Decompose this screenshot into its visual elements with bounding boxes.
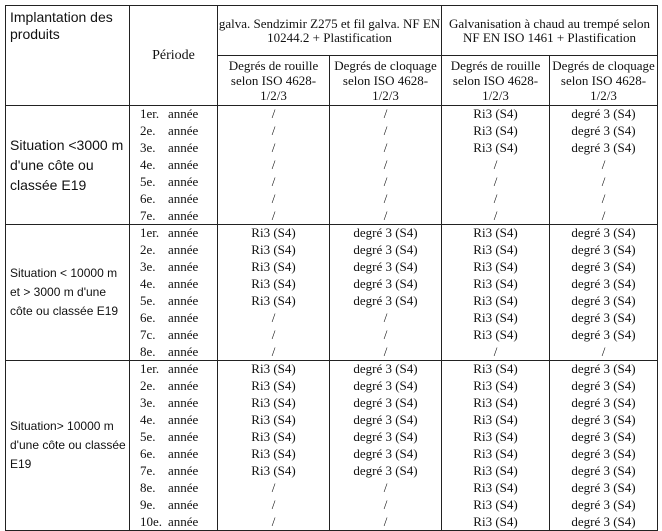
- period-word: année: [168, 174, 199, 189]
- period-cell: [130, 361, 218, 378]
- period-word: année: [168, 259, 199, 274]
- value-cell-b-rouille: /: [442, 191, 550, 208]
- period-cell: [130, 191, 218, 208]
- period-cell: [130, 174, 218, 191]
- value-cell-b-cloquage: degré 3 (S4): [550, 429, 658, 446]
- value-cell-b-cloquage: /: [550, 174, 658, 191]
- value-cell-a-cloquage: degré 3 (S4): [330, 293, 442, 310]
- period-word: année: [168, 123, 199, 138]
- value-cell-b-rouille: Ri3 (S4): [442, 463, 550, 480]
- period-number: 5e.: [140, 174, 156, 189]
- value-cell-a-rouille: Ri3 (S4): [218, 412, 330, 429]
- value-cell-a-cloquage: /: [330, 208, 442, 225]
- value-cell-a-cloquage: degré 3 (S4): [330, 259, 442, 276]
- value-cell-b-rouille: Ri3 (S4): [442, 106, 550, 123]
- value-cell-b-rouille: /: [442, 344, 550, 361]
- value-cell-b-rouille: Ri3 (S4): [442, 242, 550, 259]
- value-cell-b-cloquage: degré 3 (S4): [550, 140, 658, 157]
- period-number: 7c.: [140, 327, 156, 342]
- value-cell-b-rouille: /: [442, 208, 550, 225]
- period-word: année: [168, 463, 199, 478]
- period-word: année: [168, 378, 199, 393]
- period-word: année: [168, 480, 199, 495]
- period-cell: [130, 208, 218, 225]
- period-number: 2e.: [140, 378, 156, 393]
- period-word: année: [168, 157, 199, 172]
- value-cell-a-cloquage: degré 3 (S4): [330, 378, 442, 395]
- b-cloquage-header: Degrés de cloquage selon ISO 4628-1/2/3: [550, 56, 658, 106]
- value-cell-b-cloquage: degré 3 (S4): [550, 123, 658, 140]
- period-number: 3e.: [140, 140, 156, 155]
- period-cell: [130, 497, 218, 514]
- value-cell-a-rouille: Ri3 (S4): [218, 259, 330, 276]
- period-number: 2e.: [140, 123, 156, 138]
- period-cell: [130, 276, 218, 293]
- value-cell-a-rouille: /: [218, 327, 330, 344]
- b-rouille-header: Degrés de rouille selon ISO 4628-1/2/3: [442, 56, 550, 106]
- period-number: 8e.: [140, 343, 156, 359]
- value-cell-b-rouille: Ri3 (S4): [442, 361, 550, 378]
- value-cell-a-rouille: Ri3 (S4): [218, 429, 330, 446]
- period-cell: [130, 242, 218, 259]
- value-cell-a-cloquage: /: [330, 174, 442, 191]
- period-number: 6e.: [140, 446, 156, 461]
- period-cell: [130, 157, 218, 174]
- value-cell-b-rouille: Ri3 (S4): [442, 395, 550, 412]
- value-cell-a-cloquage: degré 3 (S4): [330, 242, 442, 259]
- value-cell-a-cloquage: /: [330, 140, 442, 157]
- period-word: année: [168, 513, 199, 529]
- value-cell-b-rouille: Ri3 (S4): [442, 514, 550, 531]
- situation-label: Situation> 10000 m d'une côte ou classée E19: [6, 361, 130, 531]
- value-cell-b-rouille: Ri3 (S4): [442, 140, 550, 157]
- period-word: année: [168, 106, 199, 122]
- group-b-header: Galvanisation à chaud au trempé selon NF EN ISO 1461 + Plastification: [442, 6, 658, 56]
- period-number: 2e.: [140, 242, 156, 257]
- value-cell-b-cloquage: /: [550, 344, 658, 361]
- value-cell-a-cloquage: /: [330, 497, 442, 514]
- value-cell-b-cloquage: /: [550, 191, 658, 208]
- a-cloquage-header: Degrés de cloquage selon ISO 4628-1/2/3: [330, 56, 442, 106]
- value-cell-b-rouille: Ri3 (S4): [442, 293, 550, 310]
- value-cell-a-cloquage: degré 3 (S4): [330, 225, 442, 242]
- value-cell-a-rouille: /: [218, 310, 330, 327]
- period-word: année: [168, 343, 199, 359]
- value-cell-b-cloquage: degré 3 (S4): [550, 497, 658, 514]
- value-cell-b-cloquage: degré 3 (S4): [550, 412, 658, 429]
- period-number: 6e.: [140, 310, 156, 325]
- table-row: [6, 106, 658, 123]
- period-number: 1er.: [140, 225, 160, 241]
- value-cell-a-rouille: /: [218, 344, 330, 361]
- value-cell-b-cloquage: degré 3 (S4): [550, 361, 658, 378]
- value-cell-b-cloquage: degré 3 (S4): [550, 259, 658, 276]
- value-cell-a-cloquage: /: [330, 191, 442, 208]
- value-cell-b-rouille: Ri3 (S4): [442, 378, 550, 395]
- period-word: année: [168, 497, 199, 512]
- period-word: année: [168, 293, 199, 308]
- period-number: 5e.: [140, 429, 156, 444]
- period-word: année: [168, 327, 199, 342]
- value-cell-a-rouille: Ri3 (S4): [218, 293, 330, 310]
- period-cell: [130, 259, 218, 276]
- periode-header: Période: [130, 6, 218, 106]
- period-word: année: [168, 225, 199, 241]
- value-cell-a-cloquage: /: [330, 514, 442, 531]
- value-cell-a-cloquage: degré 3 (S4): [330, 276, 442, 293]
- value-cell-a-cloquage: /: [330, 327, 442, 344]
- corrosion-table: [5, 5, 658, 531]
- period-cell: [130, 395, 218, 412]
- period-word: année: [168, 429, 199, 444]
- period-number: 4e.: [140, 412, 156, 427]
- period-word: année: [168, 412, 199, 427]
- period-cell: [130, 412, 218, 429]
- value-cell-b-cloquage: /: [550, 157, 658, 174]
- value-cell-b-cloquage: degré 3 (S4): [550, 327, 658, 344]
- value-cell-b-rouille: Ri3 (S4): [442, 412, 550, 429]
- period-number: 7e.: [140, 463, 156, 478]
- value-cell-b-cloquage: degré 3 (S4): [550, 395, 658, 412]
- period-number: 8e.: [140, 480, 156, 495]
- table-row: [6, 361, 658, 378]
- situation-label: Situation <3000 m d'une côte ou classée E19: [6, 106, 130, 225]
- period-cell: [130, 344, 218, 361]
- period-cell: [130, 480, 218, 497]
- header-row-1: [6, 6, 658, 56]
- value-cell-a-cloquage: degré 3 (S4): [330, 463, 442, 480]
- value-cell-a-rouille: /: [218, 106, 330, 123]
- value-cell-b-cloquage: degré 3 (S4): [550, 310, 658, 327]
- value-cell-a-rouille: /: [218, 514, 330, 531]
- period-word: année: [168, 276, 199, 291]
- value-cell-a-cloquage: degré 3 (S4): [330, 429, 442, 446]
- value-cell-b-cloquage: degré 3 (S4): [550, 242, 658, 259]
- value-cell-b-rouille: Ri3 (S4): [442, 446, 550, 463]
- period-cell: [130, 446, 218, 463]
- value-cell-a-cloquage: degré 3 (S4): [330, 446, 442, 463]
- period-cell: [130, 123, 218, 140]
- value-cell-b-cloquage: degré 3 (S4): [550, 225, 658, 242]
- period-word: année: [168, 191, 199, 206]
- value-cell-a-rouille: /: [218, 140, 330, 157]
- group-a-header: galva. Sendzimir Z275 et fil galva. NF EN 10244.2 + Plastification: [218, 6, 442, 56]
- value-cell-b-cloquage: degré 3 (S4): [550, 378, 658, 395]
- period-cell: [130, 378, 218, 395]
- period-cell: [130, 310, 218, 327]
- value-cell-b-rouille: Ri3 (S4): [442, 259, 550, 276]
- value-cell-b-rouille: Ri3 (S4): [442, 497, 550, 514]
- value-cell-b-rouille: /: [442, 157, 550, 174]
- value-cell-a-cloquage: /: [330, 123, 442, 140]
- value-cell-a-rouille: Ri3 (S4): [218, 463, 330, 480]
- period-number: 3e.: [140, 395, 156, 410]
- period-number: 4e.: [140, 157, 156, 172]
- situation-label: Situation < 10000 m et > 3000 m d'une côte ou classée E19: [6, 225, 130, 361]
- value-cell-b-rouille: Ri3 (S4): [442, 276, 550, 293]
- value-cell-b-cloquage: degré 3 (S4): [550, 480, 658, 497]
- value-cell-a-cloquage: /: [330, 480, 442, 497]
- value-cell-a-cloquage: degré 3 (S4): [330, 361, 442, 378]
- period-cell: [130, 429, 218, 446]
- value-cell-a-rouille: Ri3 (S4): [218, 378, 330, 395]
- implantation-header: Implantation des produits: [6, 6, 130, 106]
- value-cell-a-rouille: Ri3 (S4): [218, 446, 330, 463]
- period-cell: [130, 327, 218, 344]
- period-number: 5e.: [140, 293, 156, 308]
- value-cell-a-cloquage: degré 3 (S4): [330, 395, 442, 412]
- value-cell-b-cloquage: /: [550, 208, 658, 225]
- value-cell-a-rouille: Ri3 (S4): [218, 276, 330, 293]
- value-cell-a-rouille: /: [218, 191, 330, 208]
- value-cell-a-cloquage: /: [330, 310, 442, 327]
- period-number: 6e.: [140, 191, 156, 206]
- period-number: 1er.: [140, 361, 160, 377]
- period-number: 7e.: [140, 207, 156, 223]
- value-cell-a-rouille: /: [218, 208, 330, 225]
- period-cell: [130, 225, 218, 242]
- value-cell-b-cloquage: degré 3 (S4): [550, 106, 658, 123]
- value-cell-b-cloquage: degré 3 (S4): [550, 293, 658, 310]
- value-cell-a-rouille: /: [218, 480, 330, 497]
- period-cell: [130, 106, 218, 123]
- value-cell-b-cloquage: degré 3 (S4): [550, 446, 658, 463]
- period-cell: [130, 463, 218, 480]
- period-number: 3e.: [140, 259, 156, 274]
- value-cell-b-cloquage: degré 3 (S4): [550, 463, 658, 480]
- a-rouille-header: Degrés de rouille selon ISO 4628-1/2/3: [218, 56, 330, 106]
- period-number: 4e.: [140, 276, 156, 291]
- period-word: année: [168, 446, 199, 461]
- value-cell-a-rouille: Ri3 (S4): [218, 395, 330, 412]
- value-cell-b-rouille: /: [442, 174, 550, 191]
- value-cell-b-rouille: Ri3 (S4): [442, 429, 550, 446]
- period-word: année: [168, 361, 199, 377]
- value-cell-a-rouille: Ri3 (S4): [218, 361, 330, 378]
- period-cell: [130, 293, 218, 310]
- period-word: année: [168, 395, 199, 410]
- period-number: 1er.: [140, 106, 160, 122]
- period-number: 9e.: [140, 497, 156, 512]
- period-word: année: [168, 310, 199, 325]
- period-word: année: [168, 140, 199, 155]
- value-cell-a-rouille: Ri3 (S4): [218, 225, 330, 242]
- value-cell-b-cloquage: degré 3 (S4): [550, 276, 658, 293]
- period-number: 10e.: [140, 513, 163, 529]
- value-cell-b-rouille: Ri3 (S4): [442, 480, 550, 497]
- value-cell-a-rouille: /: [218, 497, 330, 514]
- value-cell-b-rouille: Ri3 (S4): [442, 225, 550, 242]
- value-cell-b-rouille: Ri3 (S4): [442, 310, 550, 327]
- value-cell-b-cloquage: degré 3 (S4): [550, 514, 658, 531]
- value-cell-a-cloquage: /: [330, 157, 442, 174]
- value-cell-a-cloquage: degré 3 (S4): [330, 412, 442, 429]
- period-cell: [130, 514, 218, 531]
- value-cell-a-cloquage: /: [330, 344, 442, 361]
- value-cell-a-rouille: /: [218, 174, 330, 191]
- period-word: année: [168, 242, 199, 257]
- value-cell-b-rouille: Ri3 (S4): [442, 123, 550, 140]
- value-cell-a-rouille: Ri3 (S4): [218, 242, 330, 259]
- period-word: année: [168, 207, 199, 223]
- table-row: [6, 225, 658, 242]
- period-cell: [130, 140, 218, 157]
- value-cell-a-cloquage: /: [330, 106, 442, 123]
- value-cell-b-rouille: Ri3 (S4): [442, 327, 550, 344]
- value-cell-a-rouille: /: [218, 123, 330, 140]
- value-cell-a-rouille: /: [218, 157, 330, 174]
